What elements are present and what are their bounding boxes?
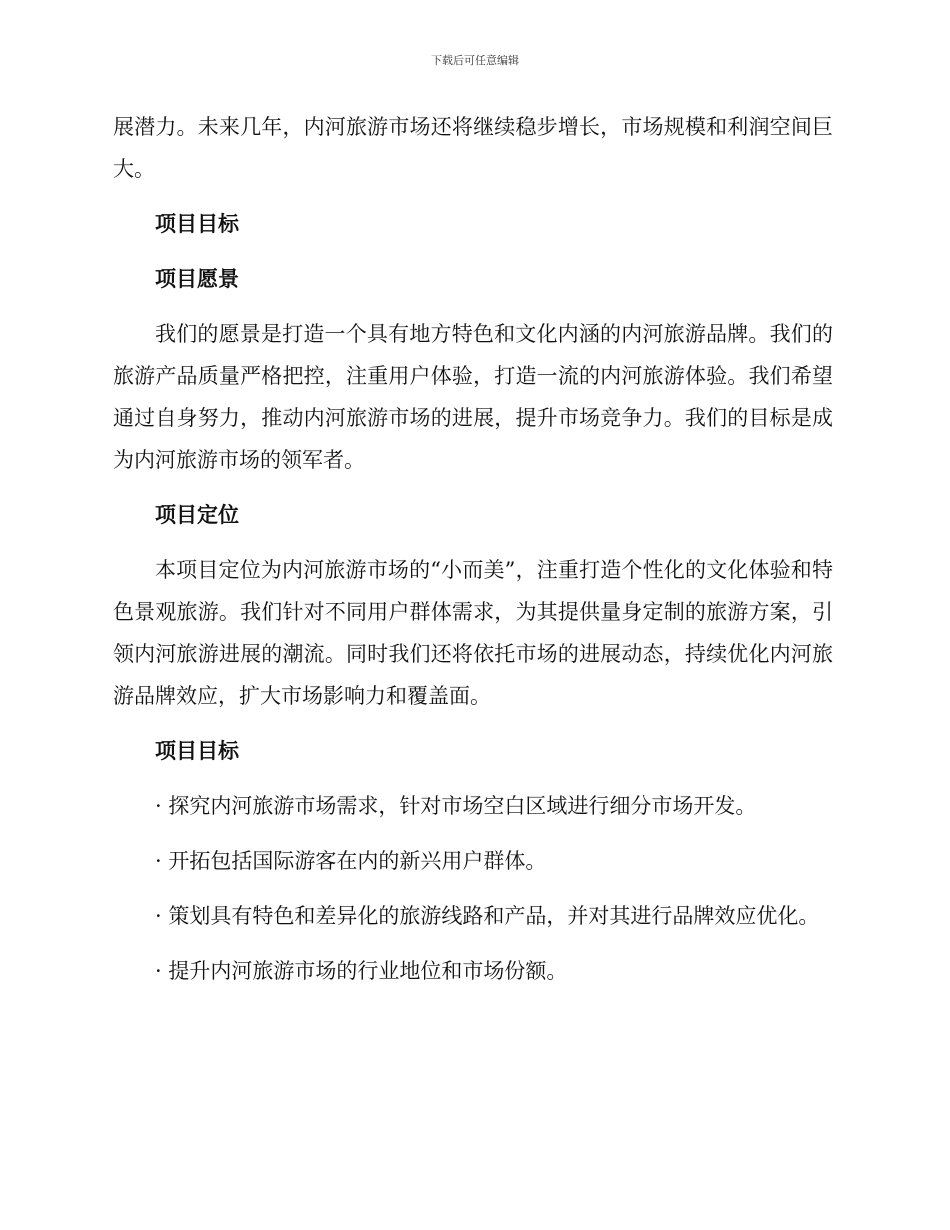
goal-bullet-item: · 开拓包括国际游客在内的新兴用户群体。 (155, 849, 547, 873)
goal-bullet-item: · 提升内河旅游市场的行业地位和市场份额。 (155, 959, 568, 983)
goal-bullet-item: · 策划具有特色和差异化的旅游线路和产品，并对其进行品牌效应优化。 (155, 904, 820, 928)
heading-project-positioning: 项目定位 (155, 502, 239, 527)
intro-paragraph: 展潜力。未来几年，内河旅游市场还将继续稳步增长，市场规模和利润空间巨大。 (113, 115, 833, 181)
document-body (113, 106, 833, 992)
heading-project-goal-2: 项目目标 (155, 738, 239, 763)
heading-project-goal: 项目目标 (155, 211, 239, 236)
goal-bullet-item: · 探究内河旅游市场需求，针对市场空白区域进行细分市场开发。 (155, 794, 757, 818)
positioning-paragraph: 本项目定位为内河旅游市场的“小而美”，注重打造个性化的文化体验和特色景观旅游。我们针对不同用户群体需求，为其提供量身定制的旅游方案，引领内河旅游进展的潮流。同时我们还将依托市场的进展动态，持续优化内河旅游品牌效应，扩大市场影响力和覆盖面。 (113, 558, 833, 708)
heading-project-vision: 项目愿景 (155, 266, 239, 291)
vision-paragraph: 我们的愿景是打造一个具有地方特色和文化内涵的内河旅游品牌。我们的旅游产品质量严格把控，注重用户体验，打造一流的内河旅游体验。我们希望通过自身努力，推动内河旅游市场的进展，提升市场竞争力。我们的目标是成为内河旅游市场的领军者。 (113, 322, 833, 472)
page-header: 下载后可任意编辑 (431, 54, 519, 67)
